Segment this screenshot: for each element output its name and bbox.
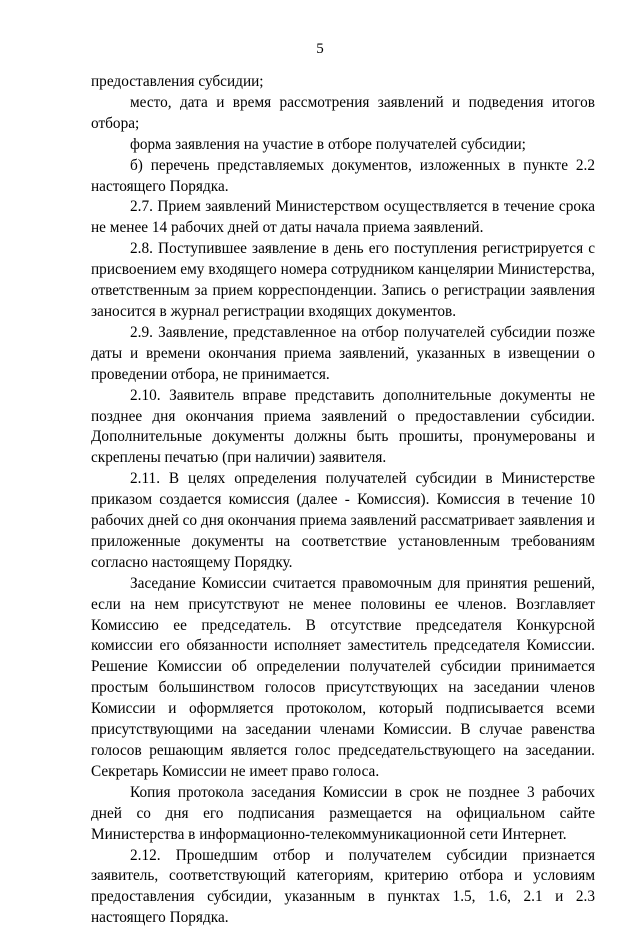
paragraph-2-11: 2.11. В целях определения получателей субсидии в Министерстве приказом создается комиссия (далее - Комиссия). Комиссия в течение 10 рабочих дней со дня окончания приема заявлений рассматривает заявления и приложенные документы на соответствие установленным требованиям согласно настоящему Порядку. (91, 470, 595, 571)
paragraph-commission-meeting: Заседание Комиссии считается правомочным для принятия решений, если на нем присутствуют не менее половины ее членов. Возглавляет Комиссию ее председатель. В отсутствие председателя Конкурсной комиссии его обязанности исполняет заместитель председателя Комиссии. Решение Комиссии об определении получателей субсидии принимается простым большинством голосов присутствующих на заседании членов Комиссии и оформляется протоколом, который подписывается всеми присутствующими на заседании членами Комиссии. В случае равенства голосов решающим является голос председательствующего на заседании. Секретарь Комиссии не имеет право голоса. (91, 574, 595, 780)
paragraph-application-form: форма заявления на участие в отборе получателей субсидии; (130, 135, 526, 153)
document-body (91, 72, 595, 929)
paragraph-document-list: б) перечень представляемых документов, изложенных в пункте 2.2 настоящего Порядка. (91, 156, 595, 195)
paragraph-place-date-time: место, дата и время рассмотрения заявлений и подведения итогов отбора; (91, 93, 595, 132)
paragraph-2-12: 2.12. Прошедшим отбор и получателем субсидии признается заявитель, соответствующий категориям, критерию отбора и условиям предоставления субсидии, указанным в пунктах 1.5, 1.6, 2.1 и 2.3 настоящего Порядка. (91, 846, 595, 927)
paragraph-2-8: 2.8. Поступившее заявление в день его поступления регистрируется с присвоением ему входящего номера сотрудником канцелярии Министерства, ответственным за прием корреспонденции. Запись о регистрации заявления заносится в журнал регистрации входящих документов. (91, 240, 595, 320)
paragraph-2-10: 2.10. Заявитель вправе представить дополнительные документы не позднее дня окончания приема заявлений о предоставлении субсидии. Дополнительные документы должны быть прошиты, пронумерованы и скреплены печатью (при наличии) заявителя. (91, 386, 595, 467)
paragraph-2-7: 2.7. Прием заявлений Министерством осуществляется в течение срока не менее 14 рабочих дней от даты начала приема заявлений. (91, 198, 595, 237)
page-number: 5 (316, 41, 324, 57)
paragraph-continuation: предоставления субсидии; (91, 73, 264, 90)
paragraph-2-9: 2.9. Заявление, представленное на отбор получателей субсидии позже даты и времени окончания приема заявлений, указанных в извещении о проведении отбора, не принимается. (91, 323, 595, 383)
paragraph-protocol-copy: Копия протокола заседания Комиссии в срок не позднее 3 рабочих дней со дня его подписания размещается на официальном сайте Министерства в информационно-телекоммуникационной сети Интернет. (91, 783, 595, 843)
